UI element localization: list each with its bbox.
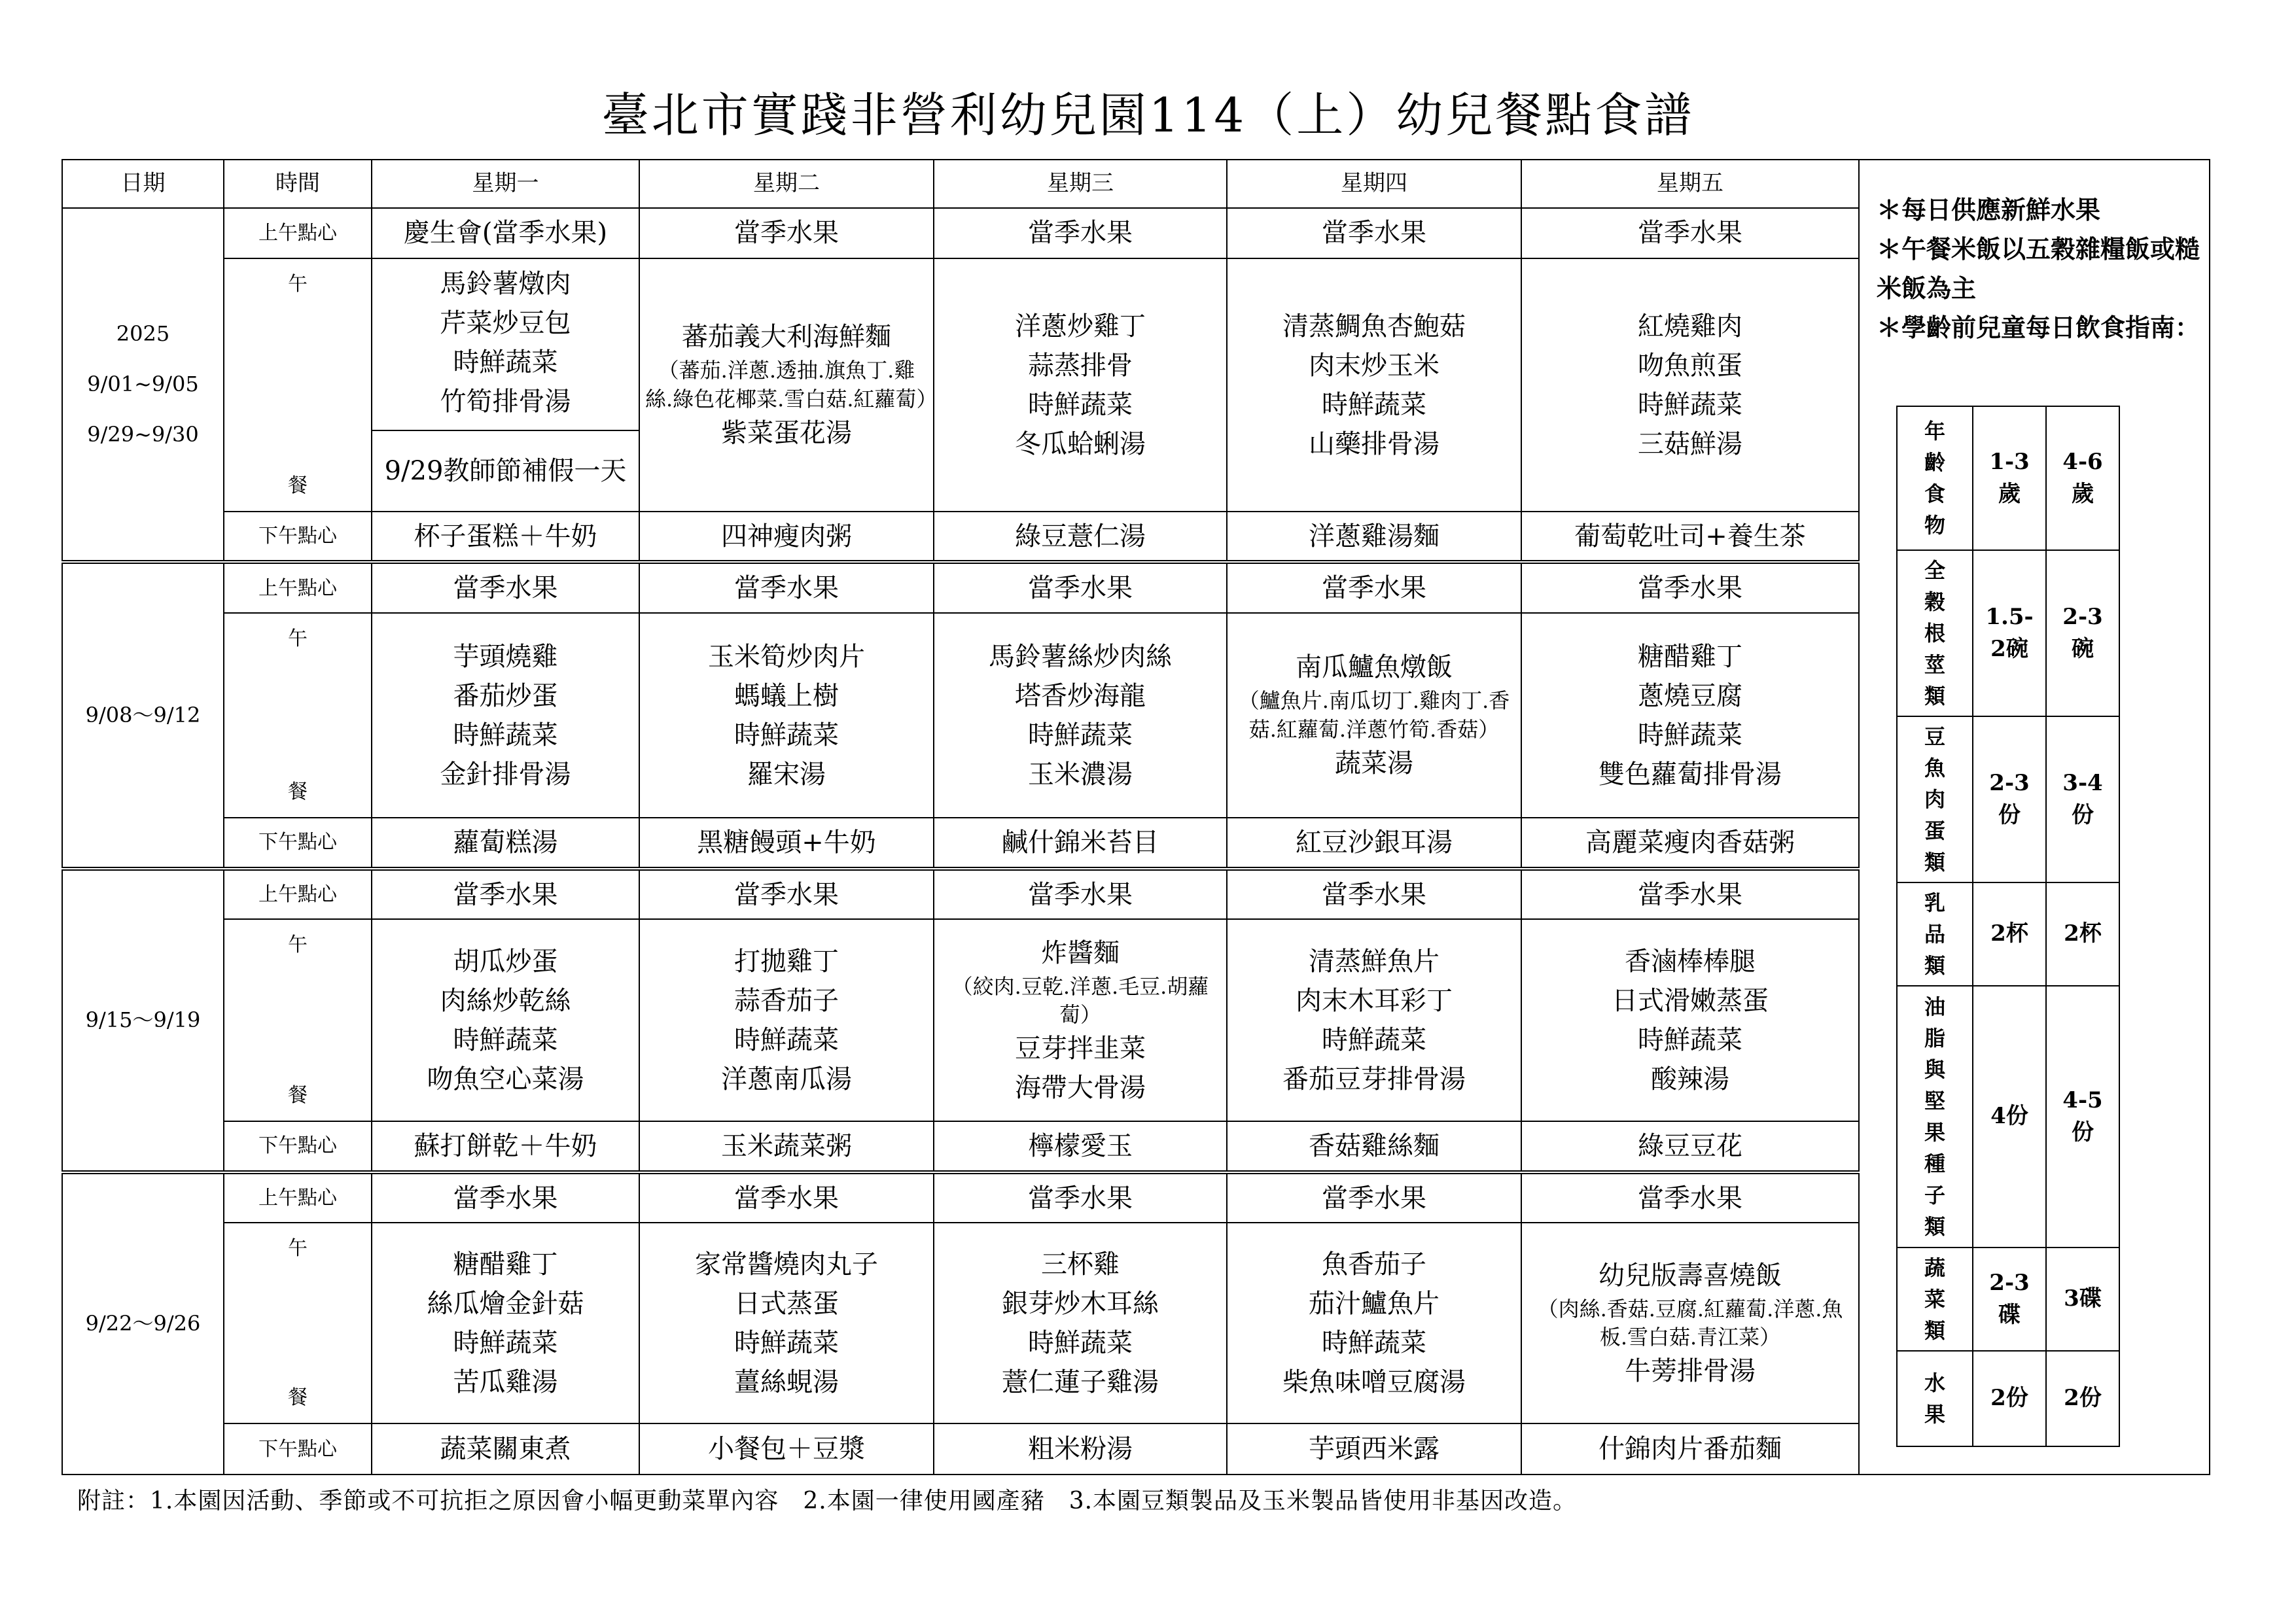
week2-lunch-label — [224, 613, 372, 818]
dish: 三菇鮮湯 — [1638, 428, 1742, 459]
holiday-note: 9/29教師節補假一天 — [372, 430, 639, 511]
lunch-label-top: 午 — [288, 627, 308, 651]
dish: 芹菜炒豆包 — [440, 308, 571, 339]
week2-wed-am: 當季水果 — [934, 562, 1227, 613]
dish: 清蒸鮮魚片 — [1309, 946, 1439, 977]
dish: 雙色蘿蔔排骨湯 — [1598, 759, 1782, 790]
guide-row — [1897, 986, 2119, 1248]
week1-tue-am: 當季水果 — [639, 208, 934, 259]
header-row — [62, 160, 1859, 208]
dish: 胡瓜炒蛋 — [453, 946, 558, 977]
dish: 三杯雞 — [1041, 1249, 1120, 1280]
lunch-label-top: 午 — [288, 273, 308, 296]
dish: 山藥排骨湯 — [1309, 428, 1439, 459]
week3-thu-lunch — [1227, 919, 1521, 1121]
dish: 時鮮蔬菜 — [1322, 389, 1426, 420]
week1-mon-lunch — [372, 258, 639, 511]
week2-mon-lunch — [372, 613, 639, 818]
week2-wed-pm: 鹹什錦米苔目 — [934, 818, 1227, 869]
week4-thu-pm: 芋頭西米露 — [1227, 1423, 1521, 1475]
guide-row-label — [1897, 1248, 1973, 1351]
guide-row-age1 — [1973, 550, 2046, 716]
week1-mon-am: 慶生會(當季水果) — [372, 208, 639, 259]
week1-date-line: 9/01~9/05 — [87, 372, 199, 397]
week2-fri-pm: 高麗菜瘦肉香菇粥 — [1521, 818, 1859, 869]
note-line: ＊午餐米飯以五穀雜糧飯或糙米飯為主 — [1877, 234, 2200, 304]
week2-tue-lunch — [639, 613, 934, 818]
dish: 冬瓜蛤蜊湯 — [1015, 428, 1146, 459]
notes-panel — [1858, 159, 2210, 1475]
guide-row-age1-text: 2-3份 — [1989, 769, 2030, 828]
dish: 馬鈴薯燉肉 — [440, 269, 571, 300]
guide-row — [1897, 716, 2119, 882]
dish: 糖醋雞丁 — [1638, 641, 1742, 672]
guide-row — [1897, 1351, 2119, 1446]
header-time: 時間 — [224, 160, 372, 208]
guide-row-label — [1897, 882, 1973, 986]
week4-fri-lunch — [1521, 1223, 1859, 1423]
week2-thu-lunch — [1227, 613, 1521, 818]
guide-row-age2 — [2046, 550, 2119, 716]
week3-lunch-row — [62, 919, 1859, 1121]
week3-tue-pm: 玉米蔬菜粥 — [639, 1121, 934, 1172]
dish: 螞蟻上樹 — [734, 680, 839, 711]
week3-date-cell — [62, 869, 224, 1172]
week3-thu-pm: 香菇雞絲麵 — [1227, 1121, 1521, 1172]
dish: 糖醋雞丁 — [453, 1249, 558, 1280]
week1-tue-lunch — [639, 258, 938, 511]
week4-tue-pm: 小餐包＋豆漿 — [639, 1423, 934, 1475]
week3-wed-lunch — [934, 919, 1227, 1121]
dish: 魚香茄子 — [1322, 1249, 1426, 1280]
week1-thu-lunch — [1227, 258, 1521, 511]
guide-row-age2 — [2046, 986, 2119, 1248]
week3-pm-label: 下午點心 — [224, 1121, 372, 1172]
dish: 牛蒡排骨湯 — [1625, 1356, 1756, 1386]
dish: 時鮮蔬菜 — [453, 347, 558, 378]
week2-date-cell — [62, 562, 224, 868]
guide-row-age2-text: 2份 — [2064, 1385, 2102, 1412]
dish: 羅宋湯 — [747, 759, 826, 790]
dish: 海帶大骨湯 — [1015, 1072, 1146, 1103]
guide-row-label-text: 豆魚肉蛋類 — [1924, 724, 1945, 875]
page-title: 臺北市實踐非營利幼兒園114（上）幼兒餐點食譜 — [601, 88, 1695, 143]
dish: 蒜蒸排骨 — [1028, 350, 1133, 381]
week2-fri-lunch — [1521, 613, 1859, 818]
dish: 番茄豆芽排骨湯 — [1282, 1064, 1466, 1094]
dish: 銀芽炒木耳絲 — [1002, 1288, 1159, 1319]
week4-am-label: 上午點心 — [224, 1172, 372, 1223]
note-line: ＊學齡前兒童每日飲食指南： — [1877, 313, 2200, 343]
week1-thu-am: 當季水果 — [1227, 208, 1521, 259]
guide-row-age1-text: 2份 — [1990, 1385, 2028, 1412]
dish: 玉米筍炒肉片 — [708, 641, 865, 672]
week2-fri-am: 當季水果 — [1521, 562, 1859, 613]
week4-mon-lunch — [372, 1223, 639, 1423]
dish: 薏仁蓮子雞湯 — [1002, 1367, 1159, 1397]
guide-row-label-text: 蔬菜類 — [1924, 1255, 1945, 1343]
dish: 豆芽拌韭菜 — [1015, 1033, 1146, 1064]
header-friday: 星期五 — [1521, 160, 1859, 208]
week1-lunch-row — [62, 258, 1859, 511]
week4-tue-lunch — [639, 1223, 934, 1423]
guide-row — [1897, 882, 2119, 986]
guide-row-age2-text: 2杯 — [2064, 920, 2102, 947]
dish: 時鮮蔬菜 — [1638, 1024, 1742, 1055]
week4-fri-pm: 什錦肉片番茄麵 — [1521, 1423, 1859, 1475]
guide-header-label — [1897, 406, 1973, 550]
week4-am-row — [62, 1172, 1859, 1223]
week1-wed-lunch — [934, 258, 1227, 511]
week3-wed-pm: 檸檬愛玉 — [934, 1121, 1227, 1172]
dish: 幼兒版壽喜燒飯 — [1598, 1260, 1782, 1291]
week1-lunch-label — [224, 258, 372, 511]
guide-row-age2-text: 2-3碗 — [2062, 603, 2103, 662]
week4-pm-row — [62, 1423, 1859, 1475]
week1-date-line: 2025 — [116, 321, 170, 347]
guide-header-age2 — [2046, 406, 2119, 550]
dish: 時鮮蔬菜 — [453, 720, 558, 750]
notes-text — [1877, 190, 2204, 347]
dish: 時鮮蔬菜 — [1028, 1327, 1133, 1358]
dish: 肉末炒玉米 — [1309, 350, 1439, 381]
guide-row-label — [1897, 716, 1973, 882]
week3-mon-pm: 蘇打餅乾＋牛奶 — [372, 1121, 639, 1172]
dish: 紫菜蛋花湯 — [721, 417, 852, 448]
week1-pm-label: 下午點心 — [224, 512, 372, 563]
guide-row-age1-text: 1.5-2碗 — [1985, 603, 2034, 662]
guide-header-age1 — [1973, 406, 2046, 550]
dish: 肉末木耳彩丁 — [1296, 985, 1453, 1016]
dish: 芋頭燒雞 — [453, 641, 558, 672]
dish: 薑絲蜆湯 — [734, 1367, 839, 1397]
note-line: ＊每日供應新鮮水果 — [1877, 195, 2101, 224]
week2-lunch-row — [62, 613, 1859, 818]
guide-row-label-text: 油脂與堅果種子類 — [1924, 994, 1945, 1239]
header-wednesday: 星期三 — [934, 160, 1227, 208]
week4-mon-pm: 蔬菜關東煮 — [372, 1423, 639, 1475]
guide-row-age1 — [1973, 882, 2046, 986]
dish: 塔香炒海龍 — [1015, 680, 1146, 711]
guide-row-age2 — [2046, 1351, 2119, 1446]
dish: 時鮮蔬菜 — [734, 1327, 839, 1358]
dish: 洋蔥炒雞丁 — [1015, 311, 1146, 341]
dish: 金針排骨湯 — [440, 759, 571, 790]
dish: 家常醬燒肉丸子 — [695, 1249, 878, 1280]
week2-pm-row — [62, 818, 1859, 869]
guide-row-label — [1897, 986, 1973, 1248]
dish: 肉絲炒乾絲 — [440, 985, 571, 1016]
week2-mon-pm: 蘿蔔糕湯 — [372, 818, 639, 869]
week2-tue-am: 當季水果 — [639, 562, 934, 613]
week4-pm-label: 下午點心 — [224, 1423, 372, 1475]
week2-date-line: 9/08～9/12 — [85, 703, 201, 728]
dish: 茄汁鱸魚片 — [1309, 1288, 1439, 1319]
dish-ingredients: （絞肉.豆乾.洋蔥.毛豆.胡蘿蔔） — [951, 973, 1209, 1027]
week1-wed-pm: 綠豆薏仁湯 — [934, 512, 1227, 563]
dish: 吻魚煎蛋 — [1638, 350, 1742, 381]
guide-row-age2-text: 3碟 — [2064, 1285, 2102, 1312]
guide-row-label — [1897, 1351, 1973, 1446]
guide-row-age2 — [2046, 882, 2119, 986]
dish: 蒜香茄子 — [734, 985, 839, 1016]
week3-pm-row — [62, 1121, 1859, 1172]
week4-wed-lunch — [934, 1223, 1227, 1423]
week4-tue-am: 當季水果 — [639, 1172, 934, 1223]
guide-row-label — [1897, 550, 1973, 716]
dish: 紅燒雞肉 — [1638, 311, 1742, 341]
week3-mon-lunch — [372, 919, 639, 1121]
week3-tue-lunch — [639, 919, 934, 1121]
week2-thu-pm: 紅豆沙銀耳湯 — [1227, 818, 1521, 869]
guide-header-label-text: 年齡食物 — [1924, 419, 1945, 538]
dish: 時鮮蔬菜 — [453, 1024, 558, 1055]
week4-date-cell — [62, 1172, 224, 1475]
dish: 絲瓜燴金針菇 — [427, 1288, 584, 1319]
week1-fri-pm: 葡萄乾吐司+養生茶 — [1521, 512, 1859, 563]
header-monday: 星期一 — [372, 160, 639, 208]
guide-row-age1-text: 2杯 — [1990, 920, 2028, 947]
dish: 時鮮蔬菜 — [1638, 389, 1742, 420]
guide-row-label-text: 水果 — [1924, 1370, 1945, 1427]
week1-am-row — [62, 208, 1859, 259]
menu-table — [62, 159, 1860, 1475]
dish: 蕃茄義大利海鮮麵 — [682, 322, 891, 353]
guide-row-age2 — [2046, 716, 2119, 882]
guide-row-age2-text: 4-5份 — [2062, 1087, 2103, 1145]
dish: 洋蔥南瓜湯 — [721, 1064, 852, 1094]
header-date: 日期 — [62, 160, 224, 208]
week3-am-label: 上午點心 — [224, 869, 372, 920]
week3-am-row — [62, 869, 1859, 920]
week4-thu-lunch — [1227, 1223, 1521, 1423]
lunch-label-bottom: 餐 — [288, 1084, 308, 1108]
week3-thu-am: 當季水果 — [1227, 869, 1521, 920]
dish: 柴魚味噌豆腐湯 — [1282, 1367, 1466, 1397]
dish: 日式滑嫩蒸蛋 — [1612, 985, 1769, 1016]
guide-row-age2-text: 3-4份 — [2062, 769, 2103, 828]
dish: 打拋雞丁 — [734, 946, 839, 977]
dish: 番茄炒蛋 — [453, 680, 558, 711]
header-thursday: 星期四 — [1227, 160, 1521, 208]
guide-row-age1-text: 4份 — [1990, 1103, 2028, 1130]
dish: 酸辣湯 — [1651, 1064, 1729, 1094]
week4-thu-am: 當季水果 — [1227, 1172, 1521, 1223]
lunch-label-top: 午 — [288, 1237, 308, 1261]
dish: 時鮮蔬菜 — [734, 720, 839, 750]
week3-fri-lunch — [1521, 919, 1859, 1121]
guide-header-age2-text: 4-6歲 — [2062, 448, 2103, 507]
dish: 炸醬麵 — [1041, 937, 1120, 968]
week4-wed-pm: 粗米粉湯 — [934, 1423, 1227, 1475]
guide-header-row — [1897, 406, 2119, 550]
week1-thu-pm: 洋蔥雞湯麵 — [1227, 512, 1521, 563]
footer-note: 附註：1.本園因活動、季節或不可抗拒之原因會小幅更動菜單內容 2.本園一律使用國產豬 3.本園豆類製品及玉米製品皆使用非基因改造。 — [77, 1488, 1578, 1514]
guide-row-age1 — [1973, 1351, 2046, 1446]
guide-row — [1897, 550, 2119, 716]
week3-wed-am: 當季水果 — [934, 869, 1227, 920]
dish: 馬鈴薯絲炒肉絲 — [989, 641, 1172, 672]
week1-date-line: 9/29~9/30 — [87, 421, 199, 447]
dish: 清蒸鯛魚杏鮑菇 — [1282, 311, 1466, 341]
guide-row-age1 — [1973, 986, 2046, 1248]
week3-fri-pm: 綠豆豆花 — [1521, 1121, 1859, 1172]
dish: 時鮮蔬菜 — [1638, 720, 1742, 750]
lunch-label-top: 午 — [288, 934, 308, 957]
dish: 時鮮蔬菜 — [1322, 1024, 1426, 1055]
header-tuesday: 星期二 — [639, 160, 934, 208]
week2-pm-label: 下午點心 — [224, 818, 372, 869]
guide-row-age1-text: 2-3碟 — [1989, 1269, 2030, 1328]
week1-tue-pm: 四神瘦肉粥 — [639, 512, 934, 563]
dish: 時鮮蔬菜 — [1322, 1327, 1426, 1358]
week3-lunch-label — [224, 919, 372, 1121]
week2-tue-pm: 黑糖饅頭+牛奶 — [639, 818, 934, 869]
lunch-label-bottom: 餐 — [288, 780, 308, 803]
dish: 竹筍排骨湯 — [440, 387, 571, 417]
week1-am-label: 上午點心 — [224, 208, 372, 259]
dish: 吻魚空心菜湯 — [427, 1064, 584, 1094]
lunch-label-bottom: 餐 — [288, 474, 308, 497]
week4-mon-am: 當季水果 — [372, 1172, 639, 1223]
dish: 南瓜鱸魚燉飯 — [1296, 652, 1453, 683]
dish-ingredients: （肉絲.香菇.豆腐.紅蘿蔔.洋蔥.魚板.雪白菇.青江菜） — [1537, 1296, 1843, 1350]
week1-mon-pm: 杯子蛋糕＋牛奶 — [372, 512, 639, 563]
week2-wed-lunch — [934, 613, 1227, 818]
dish: 時鮮蔬菜 — [453, 1327, 558, 1358]
dish: 苦瓜雞湯 — [453, 1367, 558, 1397]
week2-mon-am: 當季水果 — [372, 562, 639, 613]
week2-thu-am: 當季水果 — [1227, 562, 1521, 613]
guide-row-label-text: 全穀根莖類 — [1924, 558, 1945, 708]
week4-date-line: 9/22～9/26 — [85, 1311, 201, 1336]
lunch-label-bottom: 餐 — [288, 1386, 308, 1410]
guide-row-age1 — [1973, 716, 2046, 882]
guide-row-label-text: 乳品類 — [1924, 890, 1945, 978]
week1-fri-am: 當季水果 — [1521, 208, 1859, 259]
week4-fri-am: 當季水果 — [1521, 1172, 1859, 1223]
week3-mon-am: 當季水果 — [372, 869, 639, 920]
week4-lunch-label — [224, 1223, 372, 1423]
dish: 日式蒸蛋 — [734, 1288, 839, 1319]
week2-am-label: 上午點心 — [224, 562, 372, 613]
week1-date-cell — [62, 208, 224, 563]
week3-tue-am: 當季水果 — [639, 869, 934, 920]
guide-row — [1897, 1248, 2119, 1351]
guide-row-age2 — [2046, 1248, 2119, 1351]
week2-am-row — [62, 562, 1859, 613]
dish: 時鮮蔬菜 — [734, 1024, 839, 1055]
dish: 玉米濃湯 — [1028, 759, 1133, 790]
dish: 時鮮蔬菜 — [1028, 389, 1133, 420]
guide-row-age1 — [1973, 1248, 2046, 1351]
week1-fri-lunch — [1521, 258, 1859, 511]
dish: 蔬菜湯 — [1335, 748, 1413, 778]
dish: 香滷棒棒腿 — [1625, 946, 1756, 977]
week3-date-line: 9/15～9/19 — [85, 1007, 201, 1033]
week1-wed-am: 當季水果 — [934, 208, 1227, 259]
dietary-guide-table — [1896, 406, 2120, 1447]
dish: 蔥燒豆腐 — [1638, 680, 1742, 711]
dish-ingredients: （鱸魚片.南瓜切丁.雞肉丁.香菇.紅蘿蔔.洋蔥竹筍.香菇） — [1238, 688, 1510, 742]
week4-wed-am: 當季水果 — [934, 1172, 1227, 1223]
dish-ingredients: （蕃茄.洋蔥.透抽.旗魚丁.雞絲.綠色花椰菜.雪白菇.紅蘿蔔） — [645, 358, 938, 411]
week4-lunch-row — [62, 1223, 1859, 1423]
dish: 時鮮蔬菜 — [1028, 720, 1133, 750]
week3-fri-am: 當季水果 — [1521, 869, 1859, 920]
week1-pm-row — [62, 512, 1859, 563]
guide-header-age1-text: 1-3歲 — [1989, 448, 2030, 507]
